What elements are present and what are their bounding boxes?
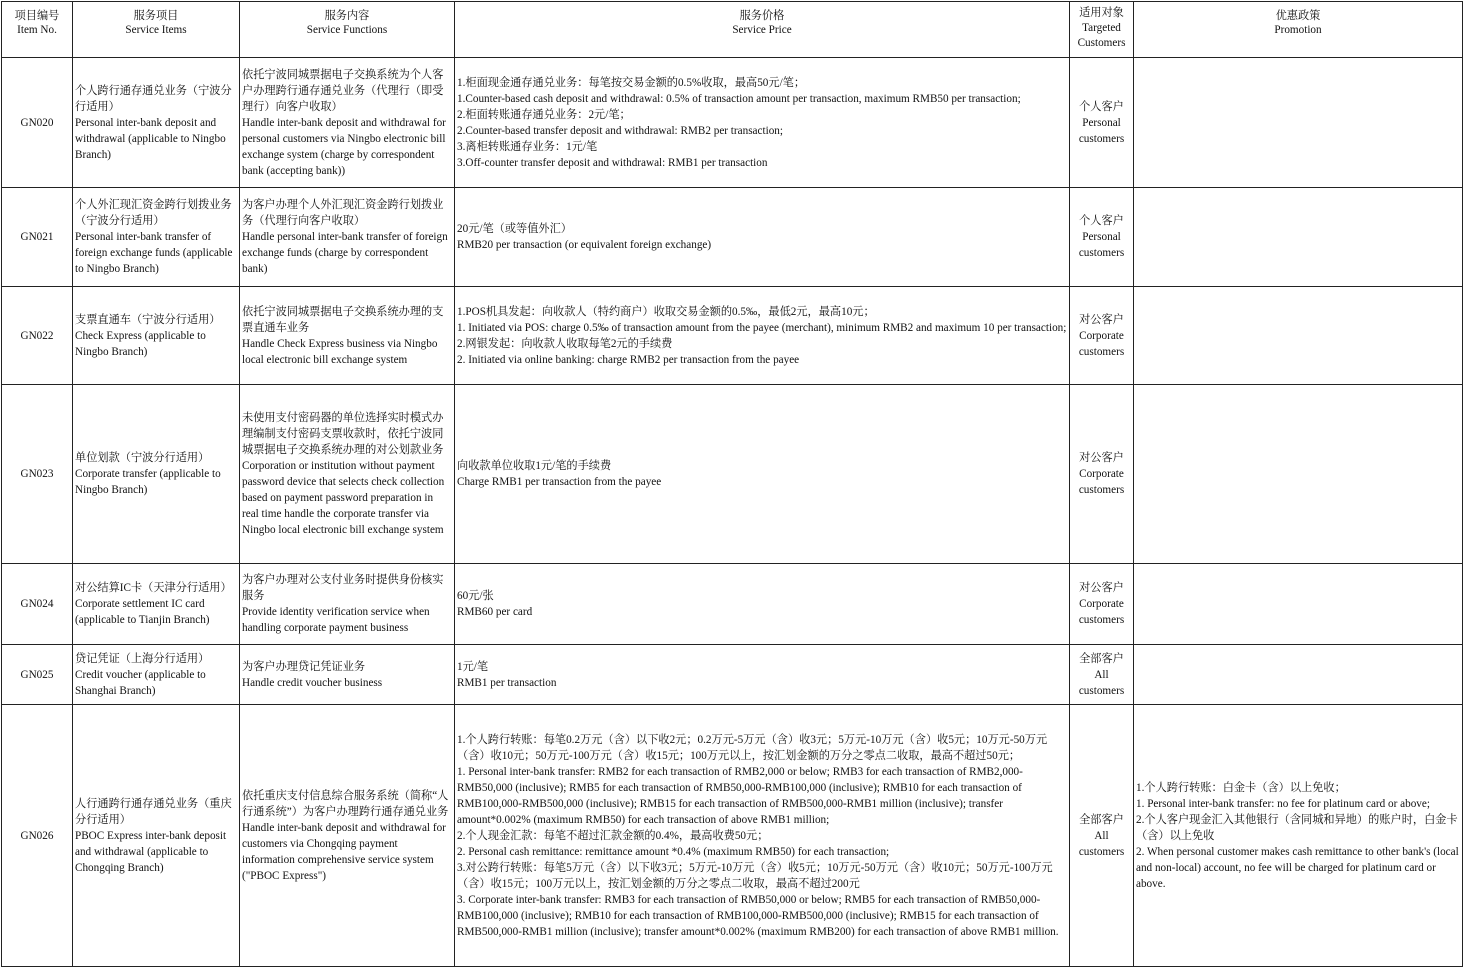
service-price: 1.柜面现金通存通兑业务：每笔按交易金额的0.5%收取，最高50元/笔； 1.Counter-based cash deposit and withdrawal: 0.5% of transaction amount per transaction, maximum RMB50 per transaction; 2.柜面转账通存通兑业务：2元/笔； 2.Counter-based transfer deposit and withdrawal: RMB2 per transaction; 3.离柜转账通存业务：1元/笔 3.Off-counter transfer deposit and withdrawal: RMB1 per transaction [455,58,1070,188]
table-row [2,188,1463,287]
service-function: 为客户办理对公支付业务时提供身份核实服务 Provide identity verification service when handling corporate payment business [240,564,455,645]
target-customers: 个人客户 Personal customers [1070,188,1134,287]
service-price: 60元/张 RMB60 per card [455,564,1070,645]
header-item-no: 项目编号 Item No. [2,2,73,58]
target-customers: 全部客户 All customers [1070,645,1134,705]
table-row [2,705,1463,967]
promotion [1134,188,1463,287]
item-no: GN025 [2,645,73,705]
table-row [2,564,1463,645]
service-item: 对公结算IC卡（天津分行适用） Corporate settlement IC card (applicable to Tianjin Branch) [73,564,240,645]
promotion [1134,385,1463,564]
header-service-items: 服务项目 Service Items [73,2,240,58]
target-customers: 对公客户 Corporate customers [1070,385,1134,564]
target-customers: 个人客户 Personal customers [1070,58,1134,188]
service-item: 个人跨行通存通兑业务（宁波分行适用） Personal inter-bank deposit and withdrawal (applicable to Ningbo Branch) [73,58,240,188]
promotion [1134,564,1463,645]
promotion [1134,645,1463,705]
service-price: 1.POS机具发起：向收款人（特约商户）收取交易金额的0.5‰，最低2元，最高10元； 1. Initiated via POS: charge 0.5‰ of transaction amount from the payee (merchant), minimum RMB2 and maximum 10 per transaction; 2.网银发起：向收款人收取每笔2元的手续费 2. Initiated via online banking: charge RMB2 per transaction from the payee [455,287,1070,385]
table-row [2,287,1463,385]
promotion [1134,58,1463,188]
service-item: 人行通跨行通存通兑业务（重庆分行适用） PBOC Express inter-bank deposit and withdrawal (applicable to Chongqing Branch) [73,705,240,967]
service-price: 1.个人跨行转账：每笔0.2万元（含）以下收2元；0.2万元-5万元（含）收3元；5万元-10万元（含）收5元；10万元-50万元（含）收10元；50万元-100万元（含）收15元；100万元以上，按汇划金额的万分之零点二收取，最高不超过50元； 1. Personal inter-bank transfer: RMB2 for each transaction of RMB2,000 or below; RMB3 for each transaction of RMB2,000-RMB50,000 (inclusive); RMB5 for each transaction of RMB50,000-RMB100,000 (inclusive); RMB10 for each transaction of RMB100,000-RMB500,000 (inclusive); RMB15 for each transaction of RMB500,000-RMB1 million (inclusive); transfer amount*0.002% (maximum RMB50) for each transaction of above RMB1 million; 2.个人现金汇款：每笔不超过汇款金额的0.4%，最高收费50元； 2. Personal cash remittance: remittance amount *0.4% (maximum RMB50) for each transaction; 3.对公跨行转账：每笔5万元（含）以下收3元；5万元-10万元（含）收5元；10万元-50万元（含）收10元；50万元-100万元（含）收15元；100万元以上，按汇划金额的万分之零点二收取，最高不超过200元 3. Corporate inter-bank transfer: RMB3 for each transaction of RMB50,000 or below; RMB5 for each transaction of RMB50,000-RMB100,000 (inclusive); RMB10 for each transaction of RMB100,000-RMB500,000 (inclusive); RMB15 for each transaction of RMB500,000-RMB1 million (inclusive); transfer amount*0.002% (maximum RMB200) for each transaction of above RMB1 million. [455,705,1070,967]
target-customers: 全部客户 All customers [1070,705,1134,967]
service-function: 未使用支付密码器的单位选择实时模式办理编制支付密码支票收款时，依托宁波同城票据电子交换系统办理的对公划款业务 Corporation or institution without payment password device that selects check collection based on payment password preparation in real time handle the corporate transfer via Ningbo local electronic bill exchange system [240,385,455,564]
header-targeted-customers: 适用对象 Targeted Customers [1070,2,1134,58]
service-function: 为客户办理个人外汇现汇资金跨行划拨业务（代理行向客户收取） Handle personal inter-bank transfer of foreign exchange funds (charge by correspondent bank) [240,188,455,287]
service-function: 依托重庆支付信息综合服务系统（简称“人行通系统”）为客户办理跨行通存通兑业务 Handle inter-bank deposit and withdrawal for customers via Chongqing payment information comprehensive service system ("PBOC Express") [240,705,455,967]
service-item: 贷记凭证（上海分行适用） Credit voucher (applicable to Shanghai Branch) [73,645,240,705]
promotion: 1.个人跨行转账：白金卡（含）以上免收； 1. Personal inter-bank transfer: no fee for platinum card or above; 2.个人客户现金汇入其他银行（含同城和异地）的账户时，白金卡（含）以上免收 2. When personal customer makes cash remittance to other bank's (local and non-local) account, no fee will be charged for platinum card or above. [1134,705,1463,967]
table-row [2,645,1463,705]
service-function: 依托宁波同城票据电子交换系统办理的支票直通车业务 Handle Check Express business via Ningbo local electronic bill exchange system [240,287,455,385]
service-item: 个人外汇现汇资金跨行划拨业务（宁波分行适用） Personal inter-bank transfer of foreign exchange funds (applicable to Ningbo Branch) [73,188,240,287]
service-item: 单位划款（宁波分行适用） Corporate transfer (applicable to Ningbo Branch) [73,385,240,564]
header-service-price: 服务价格 Service Price [455,2,1070,58]
item-no: GN024 [2,564,73,645]
target-customers: 对公客户 Corporate customers [1070,564,1134,645]
service-function: 依托宁波同城票据电子交换系统为个人客户办理跨行通存通兑业务（代理行（即受理行）向客户收取） Handle inter-bank deposit and withdrawal for personal customers via Ningbo electronic bill exchange system (charge by correspondent bank (accepting bank)) [240,58,455,188]
service-price: 1元/笔 RMB1 per transaction [455,645,1070,705]
item-no: GN020 [2,58,73,188]
service-price: 20元/笔（或等值外汇） RMB20 per transaction (or equivalent foreign exchange) [455,188,1070,287]
service-price: 向收款单位收取1元/笔的手续费 Charge RMB1 per transaction from the payee [455,385,1070,564]
header-row [2,2,1463,58]
header-promotion: 优惠政策 Promotion [1134,2,1463,58]
promotion [1134,287,1463,385]
service-item: 支票直通车（宁波分行适用） Check Express (applicable to Ningbo Branch) [73,287,240,385]
target-customers: 对公客户 Corporate customers [1070,287,1134,385]
fee-table [1,1,1463,967]
item-no: GN023 [2,385,73,564]
header-service-functions: 服务内容 Service Functions [240,2,455,58]
item-no: GN022 [2,287,73,385]
table-row [2,58,1463,188]
table-row [2,385,1463,564]
item-no: GN026 [2,705,73,967]
item-no: GN021 [2,188,73,287]
service-function: 为客户办理贷记凭证业务 Handle credit voucher business [240,645,455,705]
